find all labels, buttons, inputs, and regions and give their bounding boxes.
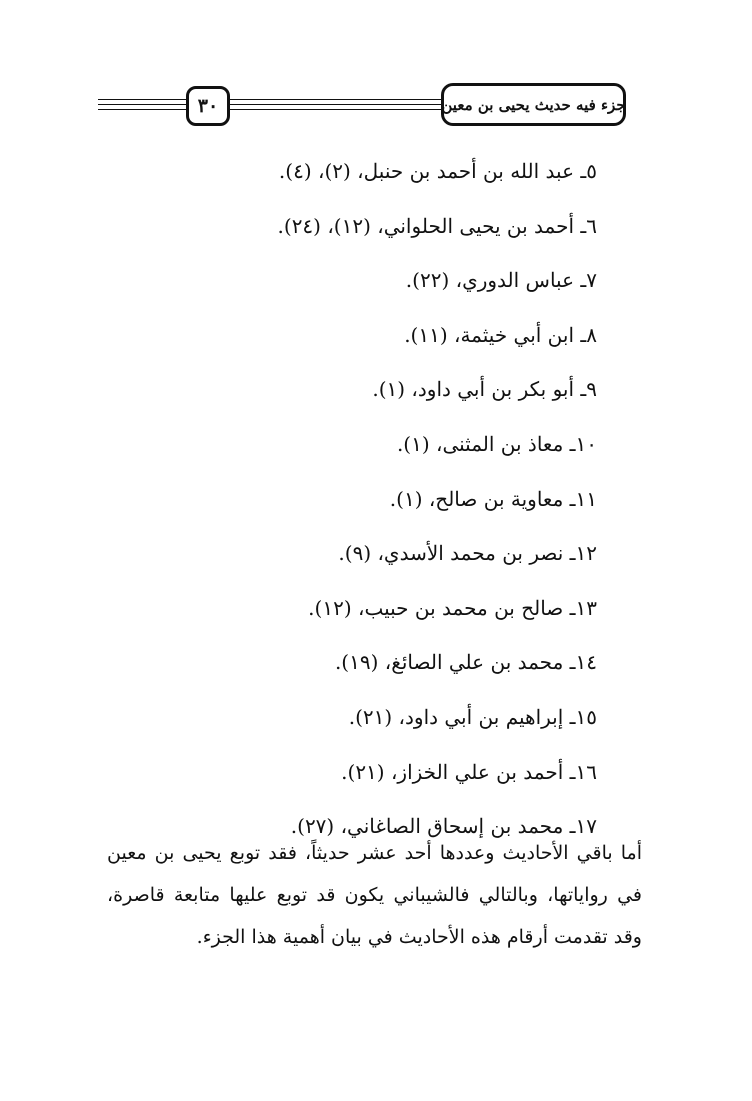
list-item: ١٥ـ إبراهيم بن أبي داود، (٢١). — [348, 704, 597, 729]
header-rule — [98, 99, 448, 100]
page-number: ٣٠ — [186, 86, 230, 126]
list-item: ١٣ـ صالح بن محمد بن حبيب، (١٢). — [308, 595, 597, 620]
header-rule — [98, 104, 448, 105]
list-item: ٥ـ عبد الله بن أحمد بن حنبل، (٢)، (٤). — [278, 159, 597, 183]
narrators-list — [137, 150, 597, 860]
list-item: ٧ـ عباس الدوري، (٢٢). — [405, 268, 597, 293]
list-item: ١٦ـ أحمد بن علي الخزاز، (٢١). — [341, 759, 597, 784]
list-item: ١٧ـ محمد بن إسحاق الصاغاني، (٢٧). — [290, 814, 597, 839]
body-paragraph: أما باقي الأحاديث وعددها أحد عشر حديثاً، فقد توبع يحيى بن معين في رواياتها، وبالتالي فالشيباني يكون قد توبع عليها متابعة قاصرة، وقد تقدمت أرقام هذه الأحاديث في بيان أهمية هذا الجزء. — [107, 842, 642, 948]
list-item: ١٢ـ نصر بن محمد الأسدي، (٩). — [338, 541, 597, 566]
running-title: جزء فيه حديث يحيى بن معين — [441, 83, 626, 126]
list-item: ١١ـ معاوية بن صالح، (١). — [389, 486, 597, 511]
list-item: ٩ـ أبو بكر بن أبي داود، (١). — [372, 377, 597, 402]
list-item: ١٤ـ محمد بن علي الصائغ، (١٩). — [334, 650, 597, 675]
list-item: ٨ـ ابن أبي خيثمة، (١١). — [404, 322, 597, 347]
list-item: ١٠ـ معاذ بن المثنى، (١). — [396, 431, 597, 456]
header-rule — [98, 109, 448, 110]
list-item: ٦ـ أحمد بن يحيى الحلواني، (١٢)، (٢٤). — [277, 213, 597, 238]
